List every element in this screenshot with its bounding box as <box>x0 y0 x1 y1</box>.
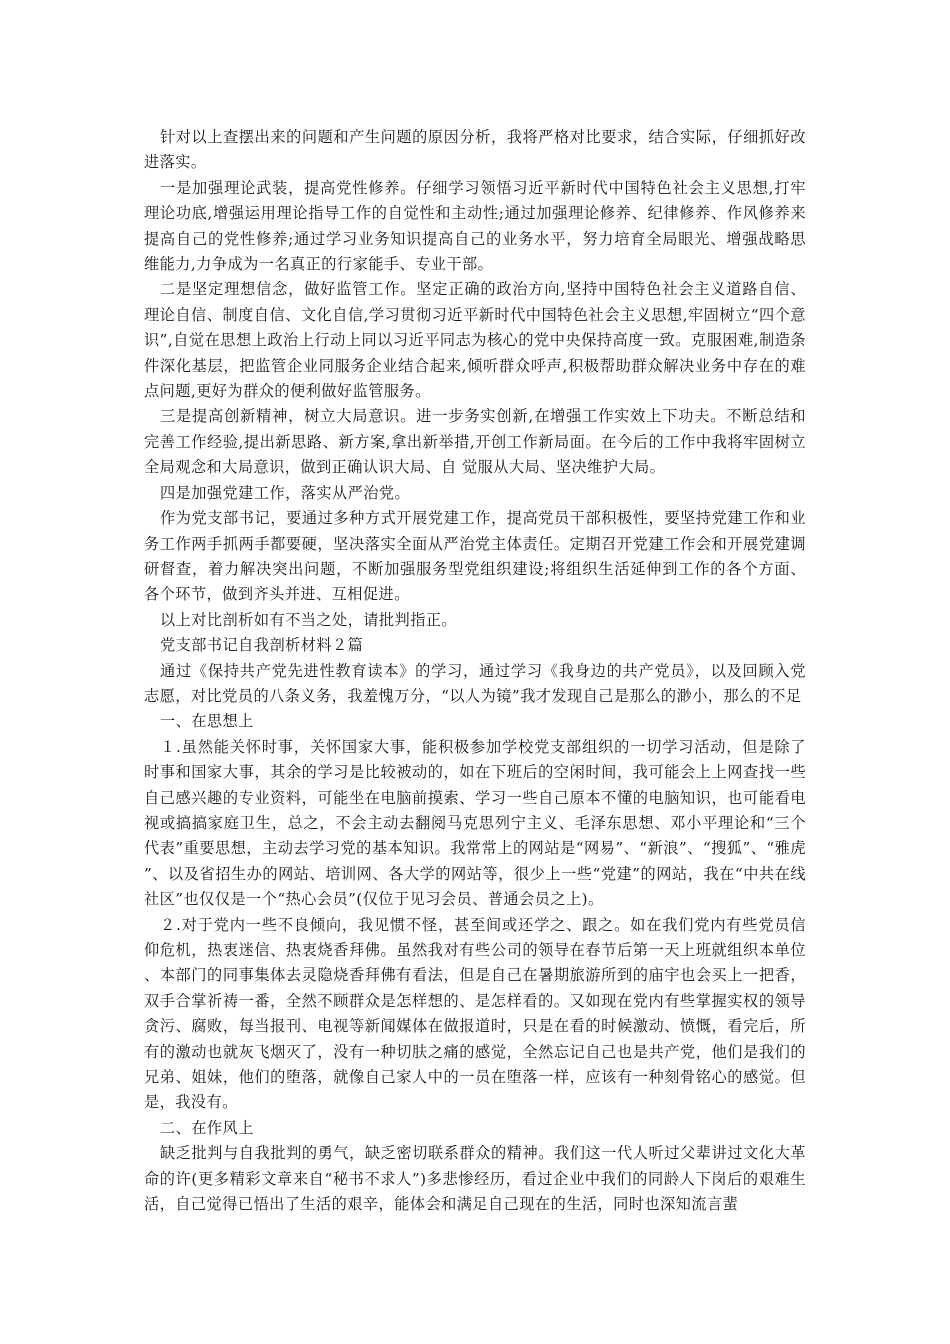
paragraph-ideals: 二是坚定理想信念，做好监管工作。坚定正确的政治方向,坚持中国特色社会主义道路自信、理论自信、制度自信、文化自信,学习贯彻习近平新时代中国特色社会主义思想,牢固树立“四个意识”,自觉在思想上政治上行动上同以习近平同志为核心的党中央保持高度一致。克服困难,制造条件深化基层，把监管企业同服务企业结合起来,倾听群众呼声,积极帮助群众解决业务中存在的难点问题,更好为群众的便利做好监管服务。 <box>144 280 806 401</box>
heading-thought: 一、在思想上 <box>160 712 254 731</box>
paragraph-theory: 一是加强理论武装，提高党性修养。仔细学习领悟习近平新时代中国特色社会主义思想,打牢理论功底,增强运用理论指导工作的自觉性和主动性;通过加强理论修养、纪律修养、作风修养来提高自己的党性修养;通过学习业务知识提高自己的业务水平，努力培育全局眼光、增强战略思维能力,力争成为一名真正的行家能手、专业干部。 <box>144 178 806 274</box>
document-body <box>144 125 806 1217</box>
heading-style: 二、在作风上 <box>160 1118 254 1137</box>
paragraph-point-1: １.虽然能关怀时事，关怀国家大事，能积极参加学校党支部组织的一切学习活动，但是除了时事和国家大事，其余的学习是比较被动的，如在下班后的空闲时间，我可能会上上网查找一些自己感兴趣的专业资料，可能坐在电脑前摸索、学习一些自己原本不懂的电脑知识，也可能看电视或搞搞家庭卫生，总之，不会主动去翻阅马克思列宁主义、毛泽东思想、邓小平理论和“三个代表”重要思想，主动去学习党的基本知识。我常常上的网站是“网易”、“新浪”、“搜狐”、“雅虎”、以及省招生办的网站、培训网、各大学的网站等，很少上一些“党建”的网站，我在“中共在线社区”也仅仅是一个“热心会员”(仅位于见习会员、普通会员之上)。 <box>144 737 806 909</box>
paragraph-point-2: ２.对于党内一些不良倾向，我见惯不怪，甚至间或还学之、跟之。如在我们党内有些党员信仰危机，热衷迷信、热衷烧香拜佛。虽然我对有些公司的领导在春节后第一天上班就组织本单位、本部门的同事集体去灵隐烧香拜佛有看法，但是自己在暑期旅游所到的庙宇也会买上一把香，双手合掌祈祷一番，全然不顾群众是怎样想的、是怎样看的。又如现在党内有些掌握实权的领导贪污、腐败，每当报刊、电视等新闻媒体在做报道时，只是在看的时候激动、愤慨，看完后，所有的激动也就灰飞烟灭了，没有一种切肤之痛的感觉，全然忘记自己也是共产党，他们是我们的兄弟、姐妹，他们的堕落，就像自己家人中的一员在堕落一样，应该有一种刻骨铭心的感觉。但是，我没有。 <box>144 915 806 1112</box>
paragraph-branch-secretary: 作为党支部书记，要通过多种方式开展党建工作，提高党员干部积极性，要坚持党建工作和业务工作两手抓两手都要硬，坚决落实全面从严治党主体责任。定期召开党建工作会和开展党建调研督查，着力解决突出问题，不断加强服务型党组织建设;将组织生活延伸到工作的各个方面、各个环节，做到齐头并进、互相促进。 <box>144 509 806 604</box>
paragraph-party-building: 四是加强党建工作，落实从严治党。 <box>160 483 411 502</box>
paragraph-closing: 以上对比剖析如有不当之处，请批判指正。 <box>160 610 458 629</box>
paragraph-innovation: 三是提高创新精神，树立大局意识。进一步务实创新,在增强工作实效上下功夫。不断总结和完善工作经验,提出新思路、新方案,拿出新举措,开创工作新局面。在今后的工作中我将牢固树立全局观念和大局意识，做到正确认识大局、自 觉服从大局、坚决维护大局。 <box>144 407 806 477</box>
paragraph-criticism: 缺乏批判与自我批判的勇气，缺乏密切联系群众的精神。我们这一代人听过父辈讲过文化大革命的许(更多精彩文章来自“秘书不求人”)多悲惨经历，看过企业中我们的同龄人下岗后的艰难生活，自己觉得已悟出了生活的艰辛，能体会和满足自己现在的生活，同时也深知流言蜚 <box>144 1144 806 1214</box>
paragraph-study: 通过《保持共产党先进性教育读本》的学习，通过学习《我身边的共产党员》，以及回顾入党志愿，对比党员的八条义务，我羞愧万分，“以人为镜”我才发现自己是那么的渺小，那么的不足 <box>144 661 806 705</box>
section-title: 党支部书记自我剖析材料２篇 <box>160 636 364 655</box>
paragraph-intro: 针对以上查摆出来的问题和产生问题的原因分析，我将严格对比要求，结合实际，仔细抓好改进落实。 <box>144 128 806 172</box>
